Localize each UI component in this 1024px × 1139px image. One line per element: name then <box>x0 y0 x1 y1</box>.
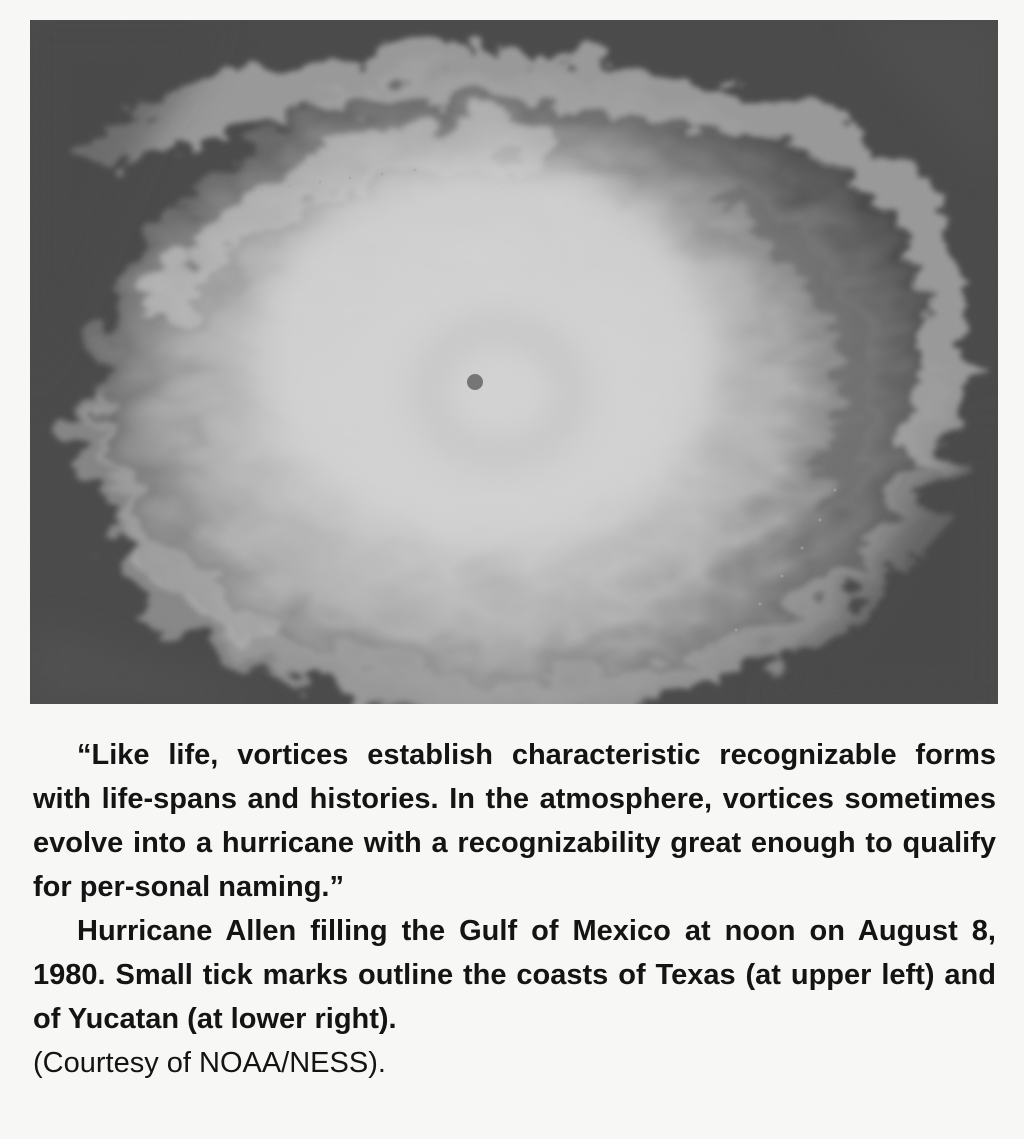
caption-description <box>33 909 996 1085</box>
hurricane-satellite-photo <box>30 20 998 704</box>
caption-credit: (Courtesy of NOAA/NESS). <box>33 1047 386 1079</box>
caption-description-text: Hurricane Allen filling the Gulf of Mexico at noon on August 8, 1980. Small tick marks outline the coasts of Texas (at upper left) and of Yucatan (at lower right). <box>33 915 996 1035</box>
hurricane-image <box>30 20 998 704</box>
caption-quote: “Like life, vortices establish characteristic recognizable forms with life-spans and histories. In the atmosphere, vortices sometimes evolve into a hurricane with a recognizability great enough to qualify for per-sonal naming.” <box>33 739 996 903</box>
figure-caption <box>33 733 996 1085</box>
